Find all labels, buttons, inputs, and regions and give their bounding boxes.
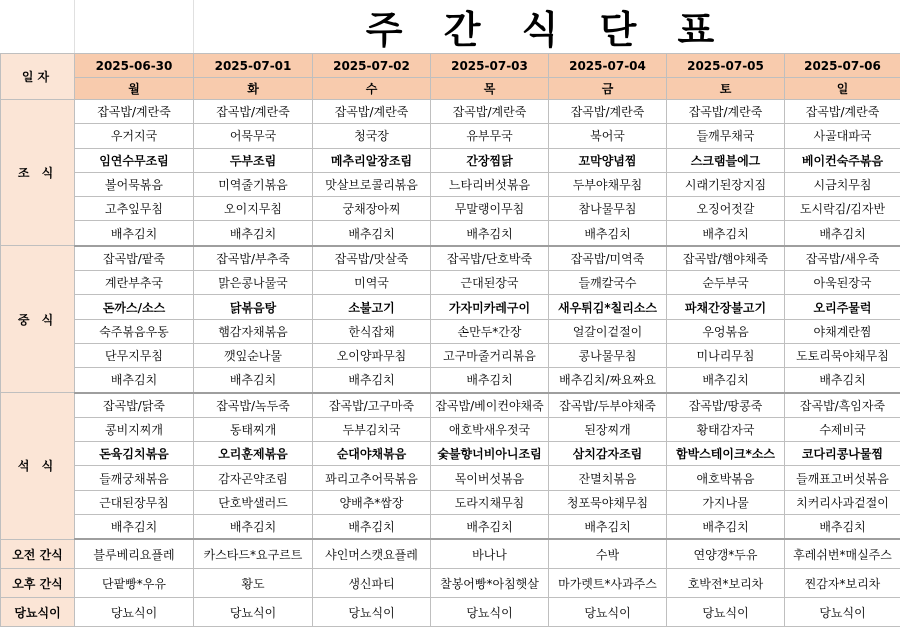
snack-row	[1, 598, 900, 627]
snack-item: 당뇨식이	[785, 598, 900, 627]
meal-row	[1, 148, 900, 172]
menu-item: 배추김치	[785, 515, 900, 540]
menu-item: 도토리묵야채무침	[785, 343, 900, 367]
menu-item: 배추김치	[75, 515, 194, 540]
date-header-label: 일자	[1, 54, 75, 100]
menu-item: 도라지채무침	[431, 490, 549, 514]
menu-item: 오징어젓갈	[667, 197, 785, 221]
meal-row	[1, 221, 900, 246]
meal-row	[1, 417, 900, 441]
snack-item: 당뇨식이	[549, 598, 667, 627]
menu-item: 목이버섯볶음	[431, 466, 549, 490]
date-cell: 2025-07-04	[549, 54, 667, 78]
weekday-cell: 금	[549, 78, 667, 100]
menu-item: 잡곡밥/새우죽	[785, 246, 900, 271]
date-cell: 2025-07-06	[785, 54, 900, 78]
menu-item: 스크램블에그	[667, 148, 785, 172]
snack-row	[1, 539, 900, 569]
menu-item: 잡곡밥/햄야채죽	[667, 246, 785, 271]
menu-item: 고구마줄거리볶음	[431, 343, 549, 367]
menu-item: 배추김치	[75, 368, 194, 393]
menu-item: 숯불향너비아니조림	[431, 442, 549, 466]
menu-item: 배추김치	[549, 515, 667, 540]
snack-item: 블루베리요플레	[75, 539, 194, 569]
menu-item: 잡곡밥/닭죽	[75, 393, 194, 418]
menu-item: 들깨표고버섯볶음	[785, 466, 900, 490]
menu-item: 숙주볶음우동	[75, 319, 194, 343]
menu-item: 사골대파국	[785, 124, 900, 148]
snack-item: 샤인머스캣요플레	[313, 539, 431, 569]
menu-item: 잡곡밥/계란죽	[194, 100, 313, 124]
menu-item: 들깨칼국수	[549, 271, 667, 295]
menu-item: 임연수무조림	[75, 148, 194, 172]
meal-row	[1, 124, 900, 148]
snack-item: 당뇨식이	[194, 598, 313, 627]
meal-row	[1, 490, 900, 514]
menu-item: 순대야채볶음	[313, 442, 431, 466]
meal-row	[1, 246, 900, 271]
menu-item: 파채간장불고기	[667, 295, 785, 319]
menu-item: 계란부추국	[75, 271, 194, 295]
menu-item: 치커리사과겉절이	[785, 490, 900, 514]
snack-item: 단팥빵*우유	[75, 569, 194, 598]
page-title: 주 간 식 단 표	[365, 8, 729, 52]
menu-item: 삼치감자조림	[549, 442, 667, 466]
snack-label: 오후 간식	[1, 569, 75, 598]
menu-item: 꽈리고추어묵볶음	[313, 466, 431, 490]
menu-item: 배추김치	[75, 221, 194, 246]
menu-item: 아욱된장국	[785, 271, 900, 295]
snack-item: 바나나	[431, 539, 549, 569]
menu-item: 양배추*쌈장	[313, 490, 431, 514]
menu-item: 단호박샐러드	[194, 490, 313, 514]
weekday-cell: 수	[313, 78, 431, 100]
snack-item: 카스타드*요구르트	[194, 539, 313, 569]
snack-item: 후레쉬번*매실주스	[785, 539, 900, 569]
menu-item: 배추김치	[313, 368, 431, 393]
menu-item: 배추김치	[549, 221, 667, 246]
meal-row	[1, 271, 900, 295]
meal-row	[1, 343, 900, 367]
meal-row	[1, 368, 900, 393]
menu-item: 유부무국	[431, 124, 549, 148]
menu-item: 고추잎무침	[75, 197, 194, 221]
snack-label: 당뇨식이	[1, 598, 75, 627]
menu-item: 볼어묵볶음	[75, 172, 194, 196]
snack-item: 당뇨식이	[75, 598, 194, 627]
meal-row	[1, 515, 900, 540]
menu-item: 배추김치/짜요짜요	[549, 368, 667, 393]
snack-item: 황도	[194, 569, 313, 598]
menu-item: 잡곡밥/땅콩죽	[667, 393, 785, 418]
weekday-row	[1, 78, 900, 100]
weekday-cell: 일	[785, 78, 900, 100]
menu-item: 북어국	[549, 124, 667, 148]
menu-item: 맑은콩나물국	[194, 271, 313, 295]
date-cell: 2025-07-03	[431, 54, 549, 78]
menu-item: 순두부국	[667, 271, 785, 295]
menu-item: 돈육김치볶음	[75, 442, 194, 466]
menu-item: 돈까스/소스	[75, 295, 194, 319]
menu-item: 잡곡밥/계란죽	[75, 100, 194, 124]
menu-item: 수제비국	[785, 417, 900, 441]
menu-item: 오이양파무침	[313, 343, 431, 367]
menu-item: 미역국	[313, 271, 431, 295]
menu-item: 들깨무채국	[667, 124, 785, 148]
menu-item: 잡곡밥/맛살죽	[313, 246, 431, 271]
menu-item: 우엉볶음	[667, 319, 785, 343]
meal-row	[1, 319, 900, 343]
menu-item: 얼갈이겉절이	[549, 319, 667, 343]
snack-item: 수박	[549, 539, 667, 569]
menu-item: 참나물무침	[549, 197, 667, 221]
meal-row	[1, 100, 900, 124]
menu-item: 잡곡밥/미역죽	[549, 246, 667, 271]
menu-item: 소불고기	[313, 295, 431, 319]
menu-item: 근대된장국	[431, 271, 549, 295]
menu-item: 황태감자국	[667, 417, 785, 441]
menu-item: 무말랭이무침	[431, 197, 549, 221]
menu-item: 잡곡밥/고구마죽	[313, 393, 431, 418]
menu-item: 궁채장아찌	[313, 197, 431, 221]
menu-item: 잡곡밥/흑임자죽	[785, 393, 900, 418]
menu-item: 배추김치	[194, 221, 313, 246]
menu-item: 손만두*간장	[431, 319, 549, 343]
menu-item: 닭볶음탕	[194, 295, 313, 319]
menu-item: 새우튀김*칠리소스	[549, 295, 667, 319]
menu-item: 어묵무국	[194, 124, 313, 148]
menu-item: 배추김치	[431, 221, 549, 246]
weekday-cell: 화	[194, 78, 313, 100]
menu-item: 잡곡밥/부추죽	[194, 246, 313, 271]
menu-item: 잔멸치볶음	[549, 466, 667, 490]
menu-item: 배추김치	[667, 368, 785, 393]
menu-item: 감자곤약조림	[194, 466, 313, 490]
menu-item: 시래기된장지짐	[667, 172, 785, 196]
menu-item: 베이컨숙주볶음	[785, 148, 900, 172]
weekday-cell: 토	[667, 78, 785, 100]
menu-item: 배추김치	[194, 368, 313, 393]
snack-item: 당뇨식이	[667, 598, 785, 627]
title-row	[0, 0, 900, 53]
snack-item: 마가렛트*사과주스	[549, 569, 667, 598]
menu-item: 오리훈제볶음	[194, 442, 313, 466]
menu-item: 느타리버섯볶음	[431, 172, 549, 196]
menu-item: 꼬막양념찜	[549, 148, 667, 172]
menu-item: 근대된장무침	[75, 490, 194, 514]
menu-item: 들깨궁채볶음	[75, 466, 194, 490]
menu-item: 두부조림	[194, 148, 313, 172]
menu-item: 시금치무침	[785, 172, 900, 196]
blank-cell	[0, 0, 75, 53]
date-cell: 2025-07-01	[194, 54, 313, 78]
snack-item: 연양갱*두유	[667, 539, 785, 569]
menu-item: 콩비지찌개	[75, 417, 194, 441]
date-row	[1, 54, 900, 78]
menu-item: 청국장	[313, 124, 431, 148]
meal-label: 석 식	[1, 393, 75, 540]
menu-item: 코다리콩나물찜	[785, 442, 900, 466]
blank-cell	[74, 0, 194, 53]
menu-item: 미역줄기볶음	[194, 172, 313, 196]
date-cell: 2025-06-30	[75, 54, 194, 78]
menu-item: 잡곡밥/계란죽	[667, 100, 785, 124]
meal-row	[1, 172, 900, 196]
menu-item: 햄감자채볶음	[194, 319, 313, 343]
menu-item: 배추김치	[667, 221, 785, 246]
menu-item: 깻잎순나물	[194, 343, 313, 367]
meal-label: 조 식	[1, 100, 75, 246]
date-cell: 2025-07-02	[313, 54, 431, 78]
meal-row	[1, 393, 900, 418]
menu-item: 배추김치	[785, 221, 900, 246]
meal-row	[1, 466, 900, 490]
menu-item: 잡곡밥/계란죽	[313, 100, 431, 124]
menu-item: 잡곡밥/팥죽	[75, 246, 194, 271]
menu-item: 잡곡밥/계란죽	[549, 100, 667, 124]
menu-item: 한식잡채	[313, 319, 431, 343]
menu-item: 함박스테이크*소스	[667, 442, 785, 466]
snack-row	[1, 569, 900, 598]
menu-item: 메추리알장조림	[313, 148, 431, 172]
snack-label: 오전 간식	[1, 539, 75, 569]
snack-item: 찰봉어빵*아침햇살	[431, 569, 549, 598]
menu-item: 오이지무침	[194, 197, 313, 221]
snack-item: 호박전*보리차	[667, 569, 785, 598]
snack-item: 당뇨식이	[313, 598, 431, 627]
menu-item: 오리주물럭	[785, 295, 900, 319]
weekday-cell: 목	[431, 78, 549, 100]
snack-item: 당뇨식이	[431, 598, 549, 627]
menu-item: 우거지국	[75, 124, 194, 148]
menu-item: 청포묵야채무침	[549, 490, 667, 514]
menu-item: 배추김치	[313, 221, 431, 246]
date-cell: 2025-07-05	[667, 54, 785, 78]
menu-item: 미나리무침	[667, 343, 785, 367]
meal-label: 중 식	[1, 246, 75, 393]
menu-item: 배추김치	[431, 515, 549, 540]
weekly-menu-table	[0, 53, 900, 627]
menu-item: 단무지무침	[75, 343, 194, 367]
menu-item: 배추김치	[194, 515, 313, 540]
menu-item: 된장찌개	[549, 417, 667, 441]
meal-row	[1, 442, 900, 466]
menu-item: 야채계란찜	[785, 319, 900, 343]
menu-item: 배추김치	[785, 368, 900, 393]
menu-item: 잡곡밥/녹두죽	[194, 393, 313, 418]
snack-item: 생신파티	[313, 569, 431, 598]
menu-item: 도시락김/김자반	[785, 197, 900, 221]
snack-item: 찐감자*보리차	[785, 569, 900, 598]
menu-item: 두부김치국	[313, 417, 431, 441]
meal-row	[1, 197, 900, 221]
menu-item: 간장찜닭	[431, 148, 549, 172]
menu-item: 가자미카레구이	[431, 295, 549, 319]
menu-item: 잡곡밥/베이컨야채죽	[431, 393, 549, 418]
menu-item: 배추김치	[313, 515, 431, 540]
menu-item: 배추김치	[667, 515, 785, 540]
meal-row	[1, 295, 900, 319]
menu-item: 배추김치	[431, 368, 549, 393]
weekday-cell: 월	[75, 78, 194, 100]
menu-item: 콩나물무침	[549, 343, 667, 367]
menu-item: 가지나물	[667, 490, 785, 514]
menu-item: 두부야채무침	[549, 172, 667, 196]
menu-item: 잡곡밥/단호박죽	[431, 246, 549, 271]
menu-item: 동태찌개	[194, 417, 313, 441]
menu-item: 애호박볶음	[667, 466, 785, 490]
menu-item: 애호박새우젓국	[431, 417, 549, 441]
menu-item: 잡곡밥/두부야채죽	[549, 393, 667, 418]
menu-item: 잡곡밥/계란죽	[431, 100, 549, 124]
menu-item: 잡곡밥/계란죽	[785, 100, 900, 124]
menu-item: 맛살브로콜리볶음	[313, 172, 431, 196]
